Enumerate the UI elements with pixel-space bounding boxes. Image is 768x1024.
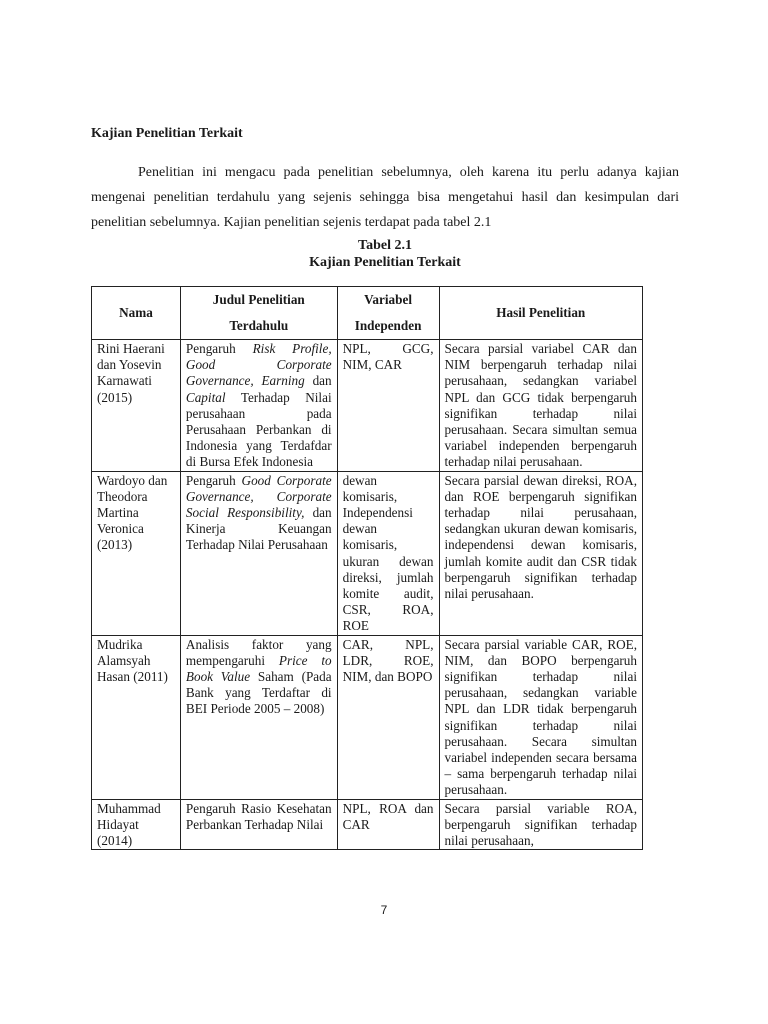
cell-judul: Analisis faktor yang mempengaruhi Price to Book Value Saham (Pada Bank yang Terdaftar di BEI Periode 2005 – 2008) xyxy=(180,635,337,799)
table-row xyxy=(92,340,643,472)
cell-variabel: NPL, ROA dan CAR xyxy=(337,799,439,850)
cell-variabel: CAR, NPL, LDR, ROE, NIM, dan BOPO xyxy=(337,635,439,799)
table-title: Kajian Penelitian Terkait xyxy=(309,255,461,270)
table-row xyxy=(92,799,643,850)
table-row xyxy=(92,635,643,799)
table-row xyxy=(92,471,643,635)
cell-variabel: dewan komisaris, Independensi dewan komisaris, ukuran dewan direksi, jumlah komite audit, CSR, ROA, ROE xyxy=(337,471,439,635)
cell-judul: Pengaruh Good Corporate Governance, Corporate Social Responsibility, dan Kinerja Keuangan Terhadap Nilai Perusahaan xyxy=(180,471,337,635)
table-number: Tabel 2.1 xyxy=(358,238,412,253)
section-heading: Kajian Penelitian Terkait xyxy=(91,126,243,141)
cell-hasil: Secara parsial variable ROA, berpengaruh signifikan terhadap nilai perusahaan, xyxy=(439,799,642,850)
header-nama: Nama xyxy=(92,287,181,340)
header-hasil: Hasil Penelitian xyxy=(439,287,642,340)
table-header-row xyxy=(92,287,643,340)
cell-nama: Muhammad Hidayat (2014) xyxy=(92,799,181,850)
cell-hasil: Secara parsial variable CAR, ROE, NIM, dan BOPO berpengaruh signifikan terhadap nilai perusahaan, sedangkan variable NPL dan LDR tidak berpengaruh signifikan terhadap nilai perusahaan. Secara simultan variabel independen secara bersama – sama berpengaruh terhadap nilai perusahaan. xyxy=(439,635,642,799)
cell-judul: Pengaruh Rasio Kesehatan Perbankan Terhadap Nilai xyxy=(180,799,337,850)
header-variabel: Variabel Independen xyxy=(337,287,439,340)
cell-hasil: Secara parsial dewan direksi, ROA, dan ROE berpengaruh signifikan terhadap nilai perusahaan, sedangkan ukuran dewan komisaris, independensi dewan komisaris, jumlah komite audit dan CSR tidak berpengaruh signifikan terhadap nilai perusahaan. xyxy=(439,471,642,635)
cell-nama: Mudrika Alamsyah Hasan (2011) xyxy=(92,635,181,799)
header-judul: Judul Penelitian Terdahulu xyxy=(180,287,337,340)
cell-variabel: NPL, GCG, NIM, CAR xyxy=(337,340,439,472)
page-number: 7 xyxy=(380,903,388,917)
cell-nama: Wardoyo dan Theodora Martina Veronica (2013) xyxy=(92,471,181,635)
cell-judul: Pengaruh Risk Profile, Good Corporate Governance, Earning dan Capital Terhadap Nilai perusahaan pada Perusahaan Perbankan di Indonesia yang Terdafdar di Bursa Efek Indonesia xyxy=(180,340,337,472)
research-table xyxy=(91,286,643,850)
cell-nama: Rini Haerani dan Yosevin Karnawati (2015) xyxy=(92,340,181,472)
intro-paragraph: Penelitian ini mengacu pada penelitian sebelumnya, oleh karena itu perlu adanya kajian mengenai penelitian terdahulu yang sejenis sehingga bisa mengetahui hasil dan kesimpulan dari penelitian sebelumnya. Kajian penelitian sejenis terdapat pada tabel 2.1 xyxy=(91,165,679,230)
cell-hasil: Secara parsial variabel CAR dan NIM berpengaruh terhadap nilai perusahaan, sedangkan variabel NPL dan GCG tidak berpengaruh signifikan terhadap nilai perusahaan. Secara simultan semua variabel independen berpengaruh terhadap nilai perusahaan. xyxy=(439,340,642,472)
